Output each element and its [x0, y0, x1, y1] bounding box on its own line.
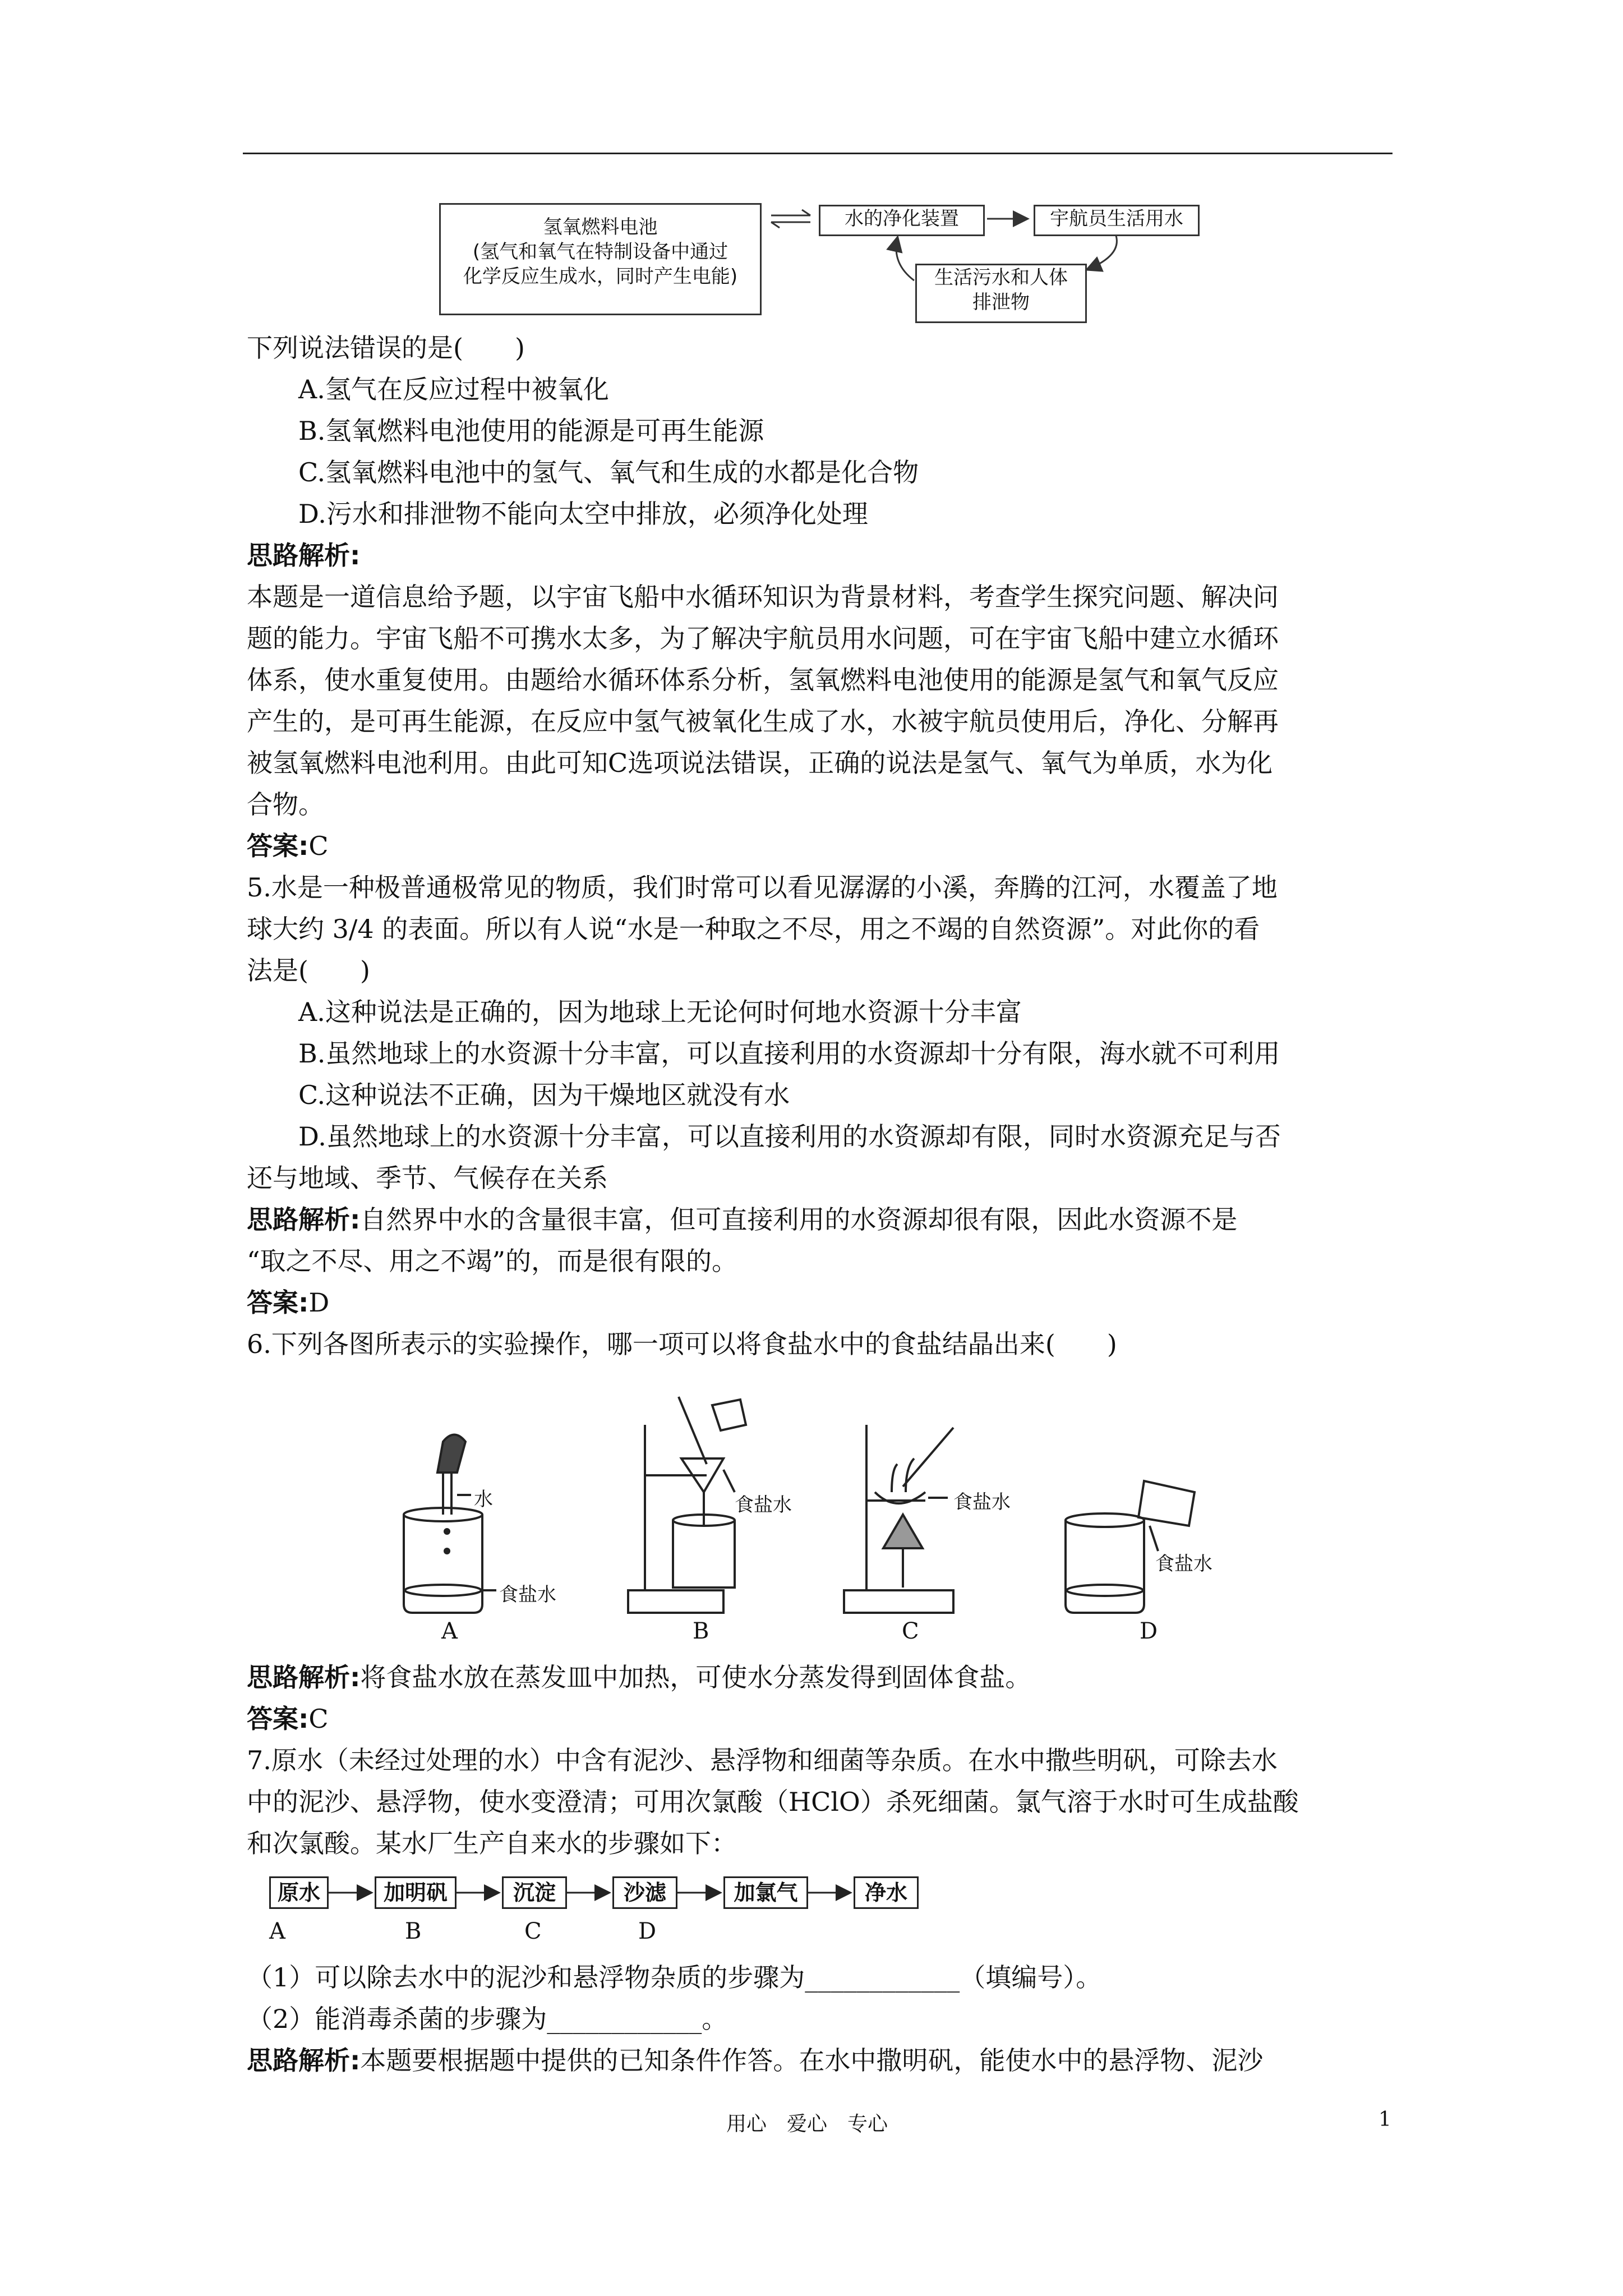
waste-line-1: 生活污水和人体: [934, 266, 1068, 289]
fuel-cell-desc-2: 化学反应生成水，同时产生电能): [463, 265, 738, 288]
step-add-chlorine: 加氯气: [723, 1876, 808, 1909]
q6-analysis-label: 思路解析:: [247, 1662, 361, 1692]
q7-analysis-text: 本题要根据题中提供的已知条件作答。在水中撒明矾，能使水中的悬浮物、泥沙: [360, 2045, 1264, 2076]
waste-line-2: 排泄物: [972, 291, 1030, 314]
q6-answer-label: 答案:: [247, 1704, 309, 1734]
q5-answer-value: D: [308, 1287, 330, 1318]
step-raw-water: 原水: [269, 1876, 329, 1909]
q7-analysis: [247, 2044, 1263, 2077]
step-settle: 沉淀: [502, 1876, 567, 1909]
q5-stem-line: 5.水是一种极普通极常见的物质，我们时常可以看见潺潺的小溪，奔腾的江河，水覆盖了地: [247, 872, 1278, 903]
step-sand-filter: 沙滤: [612, 1876, 677, 1909]
purifier-box: 水的净化装置: [819, 205, 985, 236]
step-letter-d: D: [638, 1918, 657, 1944]
q5-analysis-label: 思路解析:: [247, 1204, 361, 1235]
label-salt-water-a: 食盐水: [499, 1584, 556, 1606]
page-number: 1: [1378, 2108, 1391, 2131]
q5-option-c: C.这种说法不正确，因为干燥地区就没有水: [298, 1080, 790, 1110]
fuel-cell-desc-1: (氢气和氧气在特制设备中通过: [472, 241, 728, 263]
q4-answer-label: 答案:: [247, 831, 309, 861]
figure-letter-b: B: [693, 1618, 709, 1644]
q5-stem-line: 法是( ): [247, 955, 370, 986]
q5-analysis-text: 自然界中水的含量很丰富，但可直接利用的水资源却很有限，因此水资源不是: [360, 1204, 1238, 1235]
q7-analysis-label: 思路解析:: [247, 2045, 361, 2076]
q4-option-b: B.氢氧燃料电池使用的能源是可再生能源: [298, 416, 764, 446]
q7-sub-1: （1）可以除去水中的泥沙和悬浮物杂质的步骤为____________（填编号）。: [247, 1962, 1102, 1993]
step-letter-c: C: [524, 1918, 542, 1944]
q4-option-c: C.氢氧燃料电池中的氢气、氧气和生成的水都是化合物: [298, 457, 919, 487]
label-salt-water-b: 食盐水: [735, 1494, 792, 1516]
q4-stem: 下列说法错误的是( ): [247, 333, 525, 363]
label-salt-water-d: 食盐水: [1155, 1553, 1212, 1575]
q5-answer-label: 答案:: [247, 1287, 309, 1318]
step-letter-a: A: [269, 1918, 285, 1944]
q7-stem-line: 和次氯酸。某水厂生产自来水的步骤如下：: [247, 1828, 737, 1858]
q5-option-d-cont: 还与地域、季节、气候存在关系: [247, 1163, 608, 1193]
footer-motto: 用心 爱心 专心: [726, 2113, 888, 2136]
figure-letter-a: A: [441, 1618, 458, 1644]
q5-option-b: B.虽然地球上的水资源十分丰富，可以直接利用的水资源却十分有限，海水就不可利用: [298, 1038, 1280, 1069]
q7-sub-2: （2）能消毒杀菌的步骤为____________。: [247, 2004, 728, 2034]
q6-answer-value: C: [308, 1704, 329, 1734]
step-add-alum: 加明矾: [375, 1876, 457, 1909]
q4-answer-value: C: [308, 831, 329, 861]
astronaut-water-box: 宇航员生活用水: [1034, 205, 1200, 236]
figure-letter-d: D: [1140, 1618, 1158, 1644]
figure-letter-c: C: [902, 1618, 919, 1644]
label-salt-water-c: 食盐水: [953, 1491, 1011, 1513]
q5-analysis-line: “取之不尽、用之不竭”的，而是很有限的。: [247, 1246, 738, 1276]
q7-stem-line: 7.原水（未经过处理的水）中含有泥沙、悬浮物和细菌等杂质。在水中撒些明矾，可除去水: [247, 1745, 1278, 1775]
q5-option-a: A.这种说法是正确的，因为地球上无论何时何地水资源十分丰富: [298, 997, 1022, 1027]
q7-stem-line: 中的泥沙、悬浮物，使水变澄清；可用次氯酸（HClO）杀死细菌。氯气溶于水时可生成盐酸: [247, 1787, 1299, 1817]
q5-stem-line: 球大约 3/4 的表面。所以有人说“水是一种取之不尽，用之不竭的自然资源”。对此你的看: [247, 914, 1260, 944]
q4-analysis-line: 体系，使水重复使用。由题给水循环体系分析，氢氧燃料电池使用的能源是氢气和氧气反应: [247, 665, 1279, 695]
q4-analysis-line: 合物。: [247, 789, 324, 820]
step-letter-b: B: [405, 1918, 422, 1944]
q4-analysis-line: 被氢氧燃料电池利用。由此可知C选项说法错误，正确的说法是氢气、氧气为单质，水为化: [247, 748, 1273, 778]
q6-stem: 6.下列各图所表示的实验操作，哪一项可以将食盐水中的食盐结晶出来( ): [247, 1329, 1117, 1359]
q5-option-d: D.虽然地球上的水资源十分丰富，可以直接利用的水资源却有限，同时水资源充足与否: [298, 1121, 1281, 1152]
q4-option-d: D.污水和排泄物不能向太空中排放，必须净化处理: [298, 499, 868, 529]
q4-analysis-label: 思路解析:: [247, 540, 361, 570]
q6-analysis-text: 将食盐水放在蒸发皿中加热，可使水分蒸发得到固体食盐。: [360, 1662, 1031, 1692]
fuel-cell-title: 氢氧燃料电池: [543, 216, 658, 238]
label-water: 水: [474, 1488, 493, 1511]
q4-option-a: A.氢气在反应过程中被氧化: [298, 374, 609, 404]
q4-analysis-line: 本题是一道信息给予题，以宇宙飞船中水循环知识为背景材料，考查学生探究问题、解决问: [247, 582, 1279, 612]
step-clean-water: 净水: [854, 1876, 919, 1909]
q4-analysis-line: 题的能力。宇宙飞船不可携水太多，为了解决宇航员用水问题，可在宇宙飞船中建立水循环: [247, 623, 1279, 654]
q4-analysis-line: 产生的，是可再生能源，在反应中氢气被氧化生成了水，水被宇航员使用后，净化、分解再: [247, 706, 1279, 737]
